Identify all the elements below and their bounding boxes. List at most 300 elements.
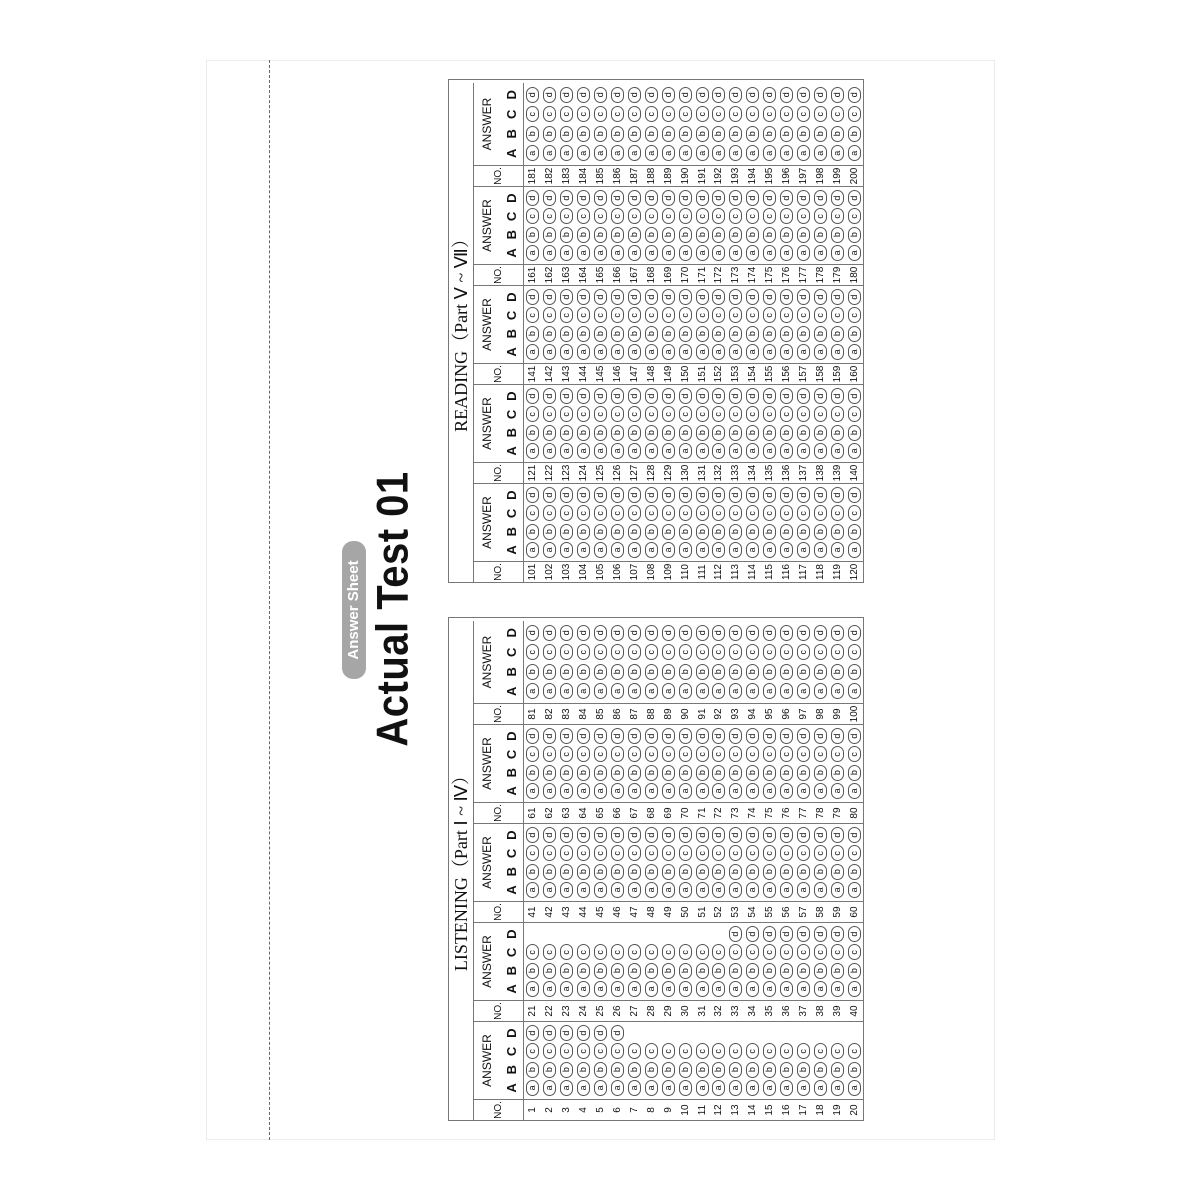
answer-bubble-a[interactable]: a <box>763 683 776 699</box>
answer-bubble-b[interactable]: b <box>814 963 827 979</box>
answer-bubble-a[interactable]: a <box>526 443 539 459</box>
answer-bubble-a[interactable]: a <box>780 245 793 261</box>
answer-bubble-b[interactable]: b <box>712 963 725 979</box>
answer-bubble-c[interactable]: c <box>628 505 641 521</box>
answer-bubble-d[interactable]: d <box>628 87 641 103</box>
answer-bubble-d[interactable]: d <box>577 625 590 641</box>
answer-bubble-c[interactable]: c <box>712 307 725 323</box>
answer-bubble-b[interactable]: b <box>696 1062 709 1078</box>
answer-bubble-d[interactable]: d <box>543 289 556 305</box>
answer-bubble-a[interactable]: a <box>746 443 759 459</box>
answer-bubble-b[interactable]: b <box>780 765 793 781</box>
answer-bubble-b[interactable]: b <box>848 126 861 142</box>
answer-bubble-b[interactable]: b <box>814 1062 827 1078</box>
answer-bubble-c[interactable]: c <box>780 644 793 660</box>
answer-bubble-d[interactable]: d <box>797 388 810 404</box>
answer-bubble-c[interactable]: c <box>729 1043 742 1059</box>
answer-bubble-c[interactable]: c <box>696 208 709 224</box>
answer-bubble-c[interactable]: c <box>814 845 827 861</box>
answer-bubble-a[interactable]: a <box>628 683 641 699</box>
answer-bubble-b[interactable]: b <box>594 524 607 540</box>
answer-bubble-c[interactable]: c <box>780 746 793 762</box>
answer-bubble-c[interactable]: c <box>848 208 861 224</box>
answer-bubble-a[interactable]: a <box>662 542 675 558</box>
answer-bubble-a[interactable]: a <box>712 245 725 261</box>
answer-bubble-b[interactable]: b <box>526 664 539 680</box>
answer-bubble-d[interactable]: d <box>662 827 675 843</box>
answer-bubble-b[interactable]: b <box>577 1062 590 1078</box>
answer-bubble-b[interactable]: b <box>848 1062 861 1078</box>
answer-bubble-d[interactable]: d <box>560 625 573 641</box>
answer-bubble-d[interactable]: d <box>729 289 742 305</box>
answer-bubble-b[interactable]: b <box>696 126 709 142</box>
answer-bubble-a[interactable]: a <box>848 882 861 898</box>
answer-bubble-b[interactable]: b <box>814 425 827 441</box>
answer-bubble-b[interactable]: b <box>696 963 709 979</box>
answer-bubble-c[interactable]: c <box>560 944 573 960</box>
answer-bubble-a[interactable]: a <box>645 145 658 161</box>
answer-bubble-d[interactable]: d <box>729 190 742 206</box>
answer-bubble-a[interactable]: a <box>848 981 861 997</box>
answer-bubble-a[interactable]: a <box>831 981 844 997</box>
answer-bubble-a[interactable]: a <box>628 981 641 997</box>
answer-bubble-d[interactable]: d <box>763 190 776 206</box>
answer-bubble-b[interactable]: b <box>628 524 641 540</box>
answer-bubble-d[interactable]: d <box>763 487 776 503</box>
answer-bubble-a[interactable]: a <box>780 783 793 799</box>
answer-bubble-b[interactable]: b <box>780 963 793 979</box>
answer-bubble-d[interactable]: d <box>679 728 692 744</box>
answer-bubble-a[interactable]: a <box>729 783 742 799</box>
answer-bubble-c[interactable]: c <box>746 406 759 422</box>
answer-bubble-a[interactable]: a <box>696 145 709 161</box>
answer-bubble-c[interactable]: c <box>594 644 607 660</box>
answer-bubble-b[interactable]: b <box>543 126 556 142</box>
answer-bubble-c[interactable]: c <box>746 106 759 122</box>
answer-bubble-a[interactable]: a <box>696 783 709 799</box>
answer-bubble-d[interactable]: d <box>526 487 539 503</box>
answer-bubble-b[interactable]: b <box>645 326 658 342</box>
answer-bubble-c[interactable]: c <box>611 644 624 660</box>
answer-bubble-b[interactable]: b <box>831 425 844 441</box>
answer-bubble-b[interactable]: b <box>763 126 776 142</box>
answer-bubble-d[interactable]: d <box>780 87 793 103</box>
answer-bubble-a[interactable]: a <box>746 981 759 997</box>
answer-bubble-c[interactable]: c <box>526 944 539 960</box>
answer-bubble-b[interactable]: b <box>577 425 590 441</box>
answer-bubble-d[interactable]: d <box>628 388 641 404</box>
answer-bubble-a[interactable]: a <box>712 683 725 699</box>
answer-bubble-a[interactable]: a <box>611 981 624 997</box>
answer-bubble-c[interactable]: c <box>577 1043 590 1059</box>
answer-bubble-b[interactable]: b <box>780 425 793 441</box>
answer-bubble-b[interactable]: b <box>645 425 658 441</box>
answer-bubble-c[interactable]: c <box>526 845 539 861</box>
answer-bubble-b[interactable]: b <box>679 1062 692 1078</box>
answer-bubble-b[interactable]: b <box>645 227 658 243</box>
answer-bubble-b[interactable]: b <box>729 425 742 441</box>
answer-bubble-d[interactable]: d <box>526 190 539 206</box>
answer-bubble-c[interactable]: c <box>746 307 759 323</box>
answer-bubble-b[interactable]: b <box>679 664 692 680</box>
answer-bubble-c[interactable]: c <box>526 644 539 660</box>
answer-bubble-c[interactable]: c <box>797 505 810 521</box>
answer-bubble-a[interactable]: a <box>696 683 709 699</box>
answer-bubble-a[interactable]: a <box>729 344 742 360</box>
answer-bubble-a[interactable]: a <box>577 683 590 699</box>
answer-bubble-a[interactable]: a <box>763 443 776 459</box>
answer-bubble-b[interactable]: b <box>763 524 776 540</box>
answer-bubble-c[interactable]: c <box>797 845 810 861</box>
answer-bubble-a[interactable]: a <box>763 783 776 799</box>
answer-bubble-b[interactable]: b <box>628 425 641 441</box>
answer-bubble-d[interactable]: d <box>831 388 844 404</box>
answer-bubble-b[interactable]: b <box>848 524 861 540</box>
answer-bubble-b[interactable]: b <box>831 1062 844 1078</box>
answer-bubble-c[interactable]: c <box>662 505 675 521</box>
answer-bubble-d[interactable]: d <box>662 625 675 641</box>
answer-bubble-d[interactable]: d <box>814 190 827 206</box>
answer-bubble-b[interactable]: b <box>780 524 793 540</box>
answer-bubble-c[interactable]: c <box>696 1043 709 1059</box>
answer-bubble-c[interactable]: c <box>543 307 556 323</box>
answer-bubble-d[interactable]: d <box>696 625 709 641</box>
answer-bubble-c[interactable]: c <box>712 644 725 660</box>
answer-bubble-c[interactable]: c <box>814 307 827 323</box>
answer-bubble-a[interactable]: a <box>611 683 624 699</box>
answer-bubble-b[interactable]: b <box>679 425 692 441</box>
answer-bubble-d[interactable]: d <box>645 388 658 404</box>
answer-bubble-a[interactable]: a <box>729 683 742 699</box>
answer-bubble-c[interactable]: c <box>696 845 709 861</box>
answer-bubble-a[interactable]: a <box>526 145 539 161</box>
answer-bubble-c[interactable]: c <box>594 746 607 762</box>
answer-bubble-c[interactable]: c <box>560 1043 573 1059</box>
answer-bubble-c[interactable]: c <box>780 307 793 323</box>
answer-bubble-c[interactable]: c <box>848 944 861 960</box>
answer-bubble-c[interactable]: c <box>746 944 759 960</box>
answer-bubble-d[interactable]: d <box>611 487 624 503</box>
answer-bubble-b[interactable]: b <box>712 864 725 880</box>
answer-bubble-d[interactable]: d <box>543 625 556 641</box>
answer-bubble-b[interactable]: b <box>577 326 590 342</box>
answer-bubble-c[interactable]: c <box>645 1043 658 1059</box>
answer-bubble-d[interactable]: d <box>797 190 810 206</box>
answer-bubble-d[interactable]: d <box>848 388 861 404</box>
answer-bubble-d[interactable]: d <box>780 289 793 305</box>
answer-bubble-b[interactable]: b <box>611 864 624 880</box>
answer-bubble-a[interactable]: a <box>746 245 759 261</box>
answer-bubble-c[interactable]: c <box>679 644 692 660</box>
answer-bubble-a[interactable]: a <box>560 981 573 997</box>
answer-bubble-b[interactable]: b <box>662 326 675 342</box>
answer-bubble-c[interactable]: c <box>628 944 641 960</box>
answer-bubble-c[interactable]: c <box>729 845 742 861</box>
answer-bubble-c[interactable]: c <box>679 406 692 422</box>
answer-bubble-c[interactable]: c <box>831 505 844 521</box>
answer-bubble-d[interactable]: d <box>712 728 725 744</box>
answer-bubble-b[interactable]: b <box>577 664 590 680</box>
answer-bubble-a[interactable]: a <box>543 1080 556 1096</box>
answer-bubble-a[interactable]: a <box>797 443 810 459</box>
answer-bubble-a[interactable]: a <box>645 1080 658 1096</box>
answer-bubble-b[interactable]: b <box>526 524 539 540</box>
answer-bubble-a[interactable]: a <box>645 443 658 459</box>
answer-bubble-b[interactable]: b <box>780 864 793 880</box>
answer-bubble-a[interactable]: a <box>543 245 556 261</box>
answer-bubble-d[interactable]: d <box>628 827 641 843</box>
answer-bubble-b[interactable]: b <box>645 524 658 540</box>
answer-bubble-c[interactable]: c <box>831 307 844 323</box>
answer-bubble-a[interactable]: a <box>611 542 624 558</box>
answer-bubble-c[interactable]: c <box>662 406 675 422</box>
answer-bubble-d[interactable]: d <box>543 388 556 404</box>
answer-bubble-b[interactable]: b <box>814 864 827 880</box>
answer-bubble-c[interactable]: c <box>848 845 861 861</box>
answer-bubble-a[interactable]: a <box>729 1080 742 1096</box>
answer-bubble-c[interactable]: c <box>831 644 844 660</box>
answer-bubble-d[interactable]: d <box>797 728 810 744</box>
answer-bubble-d[interactable]: d <box>848 289 861 305</box>
answer-bubble-c[interactable]: c <box>712 1043 725 1059</box>
answer-bubble-d[interactable]: d <box>763 87 776 103</box>
answer-bubble-b[interactable]: b <box>594 326 607 342</box>
answer-bubble-b[interactable]: b <box>526 765 539 781</box>
answer-bubble-c[interactable]: c <box>712 406 725 422</box>
answer-bubble-b[interactable]: b <box>526 227 539 243</box>
answer-bubble-b[interactable]: b <box>645 963 658 979</box>
answer-bubble-b[interactable]: b <box>577 126 590 142</box>
answer-bubble-b[interactable]: b <box>746 864 759 880</box>
answer-bubble-b[interactable]: b <box>543 227 556 243</box>
answer-bubble-c[interactable]: c <box>763 406 776 422</box>
answer-bubble-d[interactable]: d <box>594 728 607 744</box>
answer-bubble-c[interactable]: c <box>628 845 641 861</box>
answer-bubble-b[interactable]: b <box>628 765 641 781</box>
answer-bubble-a[interactable]: a <box>814 1080 827 1096</box>
answer-bubble-d[interactable]: d <box>746 388 759 404</box>
answer-bubble-a[interactable]: a <box>780 145 793 161</box>
answer-bubble-d[interactable]: d <box>780 487 793 503</box>
answer-bubble-c[interactable]: c <box>848 307 861 323</box>
answer-bubble-a[interactable]: a <box>594 245 607 261</box>
answer-bubble-c[interactable]: c <box>814 1043 827 1059</box>
answer-bubble-a[interactable]: a <box>628 783 641 799</box>
answer-bubble-a[interactable]: a <box>729 245 742 261</box>
answer-bubble-b[interactable]: b <box>543 326 556 342</box>
answer-bubble-c[interactable]: c <box>814 208 827 224</box>
answer-bubble-a[interactable]: a <box>526 1080 539 1096</box>
answer-bubble-b[interactable]: b <box>662 765 675 781</box>
answer-bubble-c[interactable]: c <box>594 106 607 122</box>
answer-bubble-a[interactable]: a <box>645 683 658 699</box>
answer-bubble-c[interactable]: c <box>594 307 607 323</box>
answer-bubble-c[interactable]: c <box>831 845 844 861</box>
answer-bubble-d[interactable]: d <box>797 827 810 843</box>
answer-bubble-c[interactable]: c <box>797 307 810 323</box>
answer-bubble-b[interactable]: b <box>831 864 844 880</box>
answer-bubble-d[interactable]: d <box>814 289 827 305</box>
answer-bubble-d[interactable]: d <box>696 388 709 404</box>
answer-bubble-b[interactable]: b <box>814 126 827 142</box>
answer-bubble-d[interactable]: d <box>763 388 776 404</box>
answer-bubble-b[interactable]: b <box>611 227 624 243</box>
answer-bubble-c[interactable]: c <box>611 208 624 224</box>
answer-bubble-b[interactable]: b <box>696 524 709 540</box>
answer-bubble-d[interactable]: d <box>628 728 641 744</box>
answer-bubble-b[interactable]: b <box>780 126 793 142</box>
answer-bubble-c[interactable]: c <box>848 505 861 521</box>
answer-bubble-a[interactable]: a <box>628 443 641 459</box>
answer-bubble-c[interactable]: c <box>560 746 573 762</box>
answer-bubble-d[interactable]: d <box>628 190 641 206</box>
answer-bubble-c[interactable]: c <box>628 746 641 762</box>
answer-bubble-c[interactable]: c <box>560 644 573 660</box>
answer-bubble-a[interactable]: a <box>712 145 725 161</box>
answer-bubble-b[interactable]: b <box>645 864 658 880</box>
answer-bubble-d[interactable]: d <box>611 625 624 641</box>
answer-bubble-b[interactable]: b <box>814 664 827 680</box>
answer-bubble-d[interactable]: d <box>729 87 742 103</box>
answer-bubble-c[interactable]: c <box>763 505 776 521</box>
answer-bubble-c[interactable]: c <box>560 845 573 861</box>
answer-bubble-c[interactable]: c <box>543 644 556 660</box>
answer-bubble-a[interactable]: a <box>696 344 709 360</box>
answer-bubble-a[interactable]: a <box>628 245 641 261</box>
answer-bubble-a[interactable]: a <box>543 443 556 459</box>
answer-bubble-c[interactable]: c <box>780 944 793 960</box>
answer-bubble-b[interactable]: b <box>611 1062 624 1078</box>
answer-bubble-d[interactable]: d <box>729 827 742 843</box>
answer-bubble-d[interactable]: d <box>594 827 607 843</box>
answer-bubble-b[interactable]: b <box>679 326 692 342</box>
answer-bubble-b[interactable]: b <box>526 425 539 441</box>
answer-bubble-a[interactable]: a <box>543 882 556 898</box>
answer-bubble-d[interactable]: d <box>729 625 742 641</box>
answer-bubble-a[interactable]: a <box>662 783 675 799</box>
answer-bubble-a[interactable]: a <box>729 542 742 558</box>
answer-bubble-a[interactable]: a <box>814 245 827 261</box>
answer-bubble-b[interactable]: b <box>797 963 810 979</box>
answer-bubble-b[interactable]: b <box>645 664 658 680</box>
answer-bubble-a[interactable]: a <box>543 542 556 558</box>
answer-bubble-d[interactable]: d <box>543 827 556 843</box>
answer-bubble-b[interactable]: b <box>712 765 725 781</box>
answer-bubble-b[interactable]: b <box>628 963 641 979</box>
answer-bubble-a[interactable]: a <box>543 783 556 799</box>
answer-bubble-a[interactable]: a <box>746 542 759 558</box>
answer-bubble-a[interactable]: a <box>679 1080 692 1096</box>
answer-bubble-c[interactable]: c <box>645 307 658 323</box>
answer-bubble-c[interactable]: c <box>645 746 658 762</box>
answer-bubble-a[interactable]: a <box>611 245 624 261</box>
answer-bubble-b[interactable]: b <box>712 1062 725 1078</box>
answer-bubble-c[interactable]: c <box>628 106 641 122</box>
answer-bubble-c[interactable]: c <box>763 746 776 762</box>
answer-bubble-c[interactable]: c <box>763 944 776 960</box>
answer-bubble-a[interactable]: a <box>594 783 607 799</box>
answer-bubble-a[interactable]: a <box>662 683 675 699</box>
answer-bubble-c[interactable]: c <box>526 307 539 323</box>
answer-bubble-d[interactable]: d <box>712 87 725 103</box>
answer-bubble-d[interactable]: d <box>797 87 810 103</box>
answer-bubble-b[interactable]: b <box>729 664 742 680</box>
answer-bubble-b[interactable]: b <box>679 963 692 979</box>
answer-bubble-b[interactable]: b <box>797 326 810 342</box>
answer-bubble-d[interactable]: d <box>696 827 709 843</box>
answer-bubble-b[interactable]: b <box>763 963 776 979</box>
answer-bubble-b[interactable]: b <box>696 864 709 880</box>
answer-bubble-a[interactable]: a <box>712 882 725 898</box>
answer-bubble-c[interactable]: c <box>628 208 641 224</box>
answer-bubble-b[interactable]: b <box>594 864 607 880</box>
answer-bubble-c[interactable]: c <box>577 944 590 960</box>
answer-bubble-c[interactable]: c <box>797 644 810 660</box>
answer-bubble-d[interactable]: d <box>577 190 590 206</box>
answer-bubble-a[interactable]: a <box>662 443 675 459</box>
answer-bubble-b[interactable]: b <box>526 326 539 342</box>
answer-bubble-b[interactable]: b <box>679 864 692 880</box>
answer-bubble-a[interactable]: a <box>662 344 675 360</box>
answer-bubble-a[interactable]: a <box>662 882 675 898</box>
answer-bubble-d[interactable]: d <box>543 190 556 206</box>
answer-bubble-d[interactable]: d <box>848 827 861 843</box>
answer-bubble-d[interactable]: d <box>611 388 624 404</box>
answer-bubble-a[interactable]: a <box>696 245 709 261</box>
answer-bubble-a[interactable]: a <box>831 1080 844 1096</box>
answer-bubble-c[interactable]: c <box>577 307 590 323</box>
answer-bubble-a[interactable]: a <box>814 981 827 997</box>
answer-bubble-c[interactable]: c <box>611 944 624 960</box>
answer-bubble-a[interactable]: a <box>780 1080 793 1096</box>
answer-bubble-c[interactable]: c <box>645 944 658 960</box>
answer-bubble-a[interactable]: a <box>662 145 675 161</box>
answer-bubble-b[interactable]: b <box>611 126 624 142</box>
answer-bubble-d[interactable]: d <box>831 625 844 641</box>
answer-bubble-b[interactable]: b <box>797 864 810 880</box>
answer-bubble-c[interactable]: c <box>746 208 759 224</box>
answer-bubble-c[interactable]: c <box>797 746 810 762</box>
answer-bubble-c[interactable]: c <box>611 406 624 422</box>
answer-bubble-d[interactable]: d <box>560 289 573 305</box>
answer-bubble-c[interactable]: c <box>645 406 658 422</box>
answer-bubble-c[interactable]: c <box>696 307 709 323</box>
answer-bubble-b[interactable]: b <box>560 326 573 342</box>
answer-bubble-c[interactable]: c <box>526 505 539 521</box>
answer-bubble-c[interactable]: c <box>645 505 658 521</box>
answer-bubble-c[interactable]: c <box>577 208 590 224</box>
answer-bubble-d[interactable]: d <box>696 487 709 503</box>
answer-bubble-b[interactable]: b <box>628 864 641 880</box>
answer-bubble-d[interactable]: d <box>560 388 573 404</box>
answer-bubble-c[interactable]: c <box>831 406 844 422</box>
answer-bubble-d[interactable]: d <box>526 1025 539 1041</box>
answer-bubble-d[interactable]: d <box>645 289 658 305</box>
answer-bubble-a[interactable]: a <box>611 145 624 161</box>
answer-bubble-d[interactable]: d <box>763 926 776 942</box>
answer-bubble-b[interactable]: b <box>662 524 675 540</box>
answer-bubble-b[interactable]: b <box>696 326 709 342</box>
answer-bubble-b[interactable]: b <box>780 326 793 342</box>
answer-bubble-d[interactable]: d <box>560 827 573 843</box>
answer-bubble-d[interactable]: d <box>645 728 658 744</box>
answer-bubble-c[interactable]: c <box>543 845 556 861</box>
answer-bubble-d[interactable]: d <box>645 487 658 503</box>
answer-bubble-a[interactable]: a <box>746 882 759 898</box>
answer-bubble-d[interactable]: d <box>594 87 607 103</box>
answer-bubble-d[interactable]: d <box>831 190 844 206</box>
answer-bubble-c[interactable]: c <box>780 208 793 224</box>
